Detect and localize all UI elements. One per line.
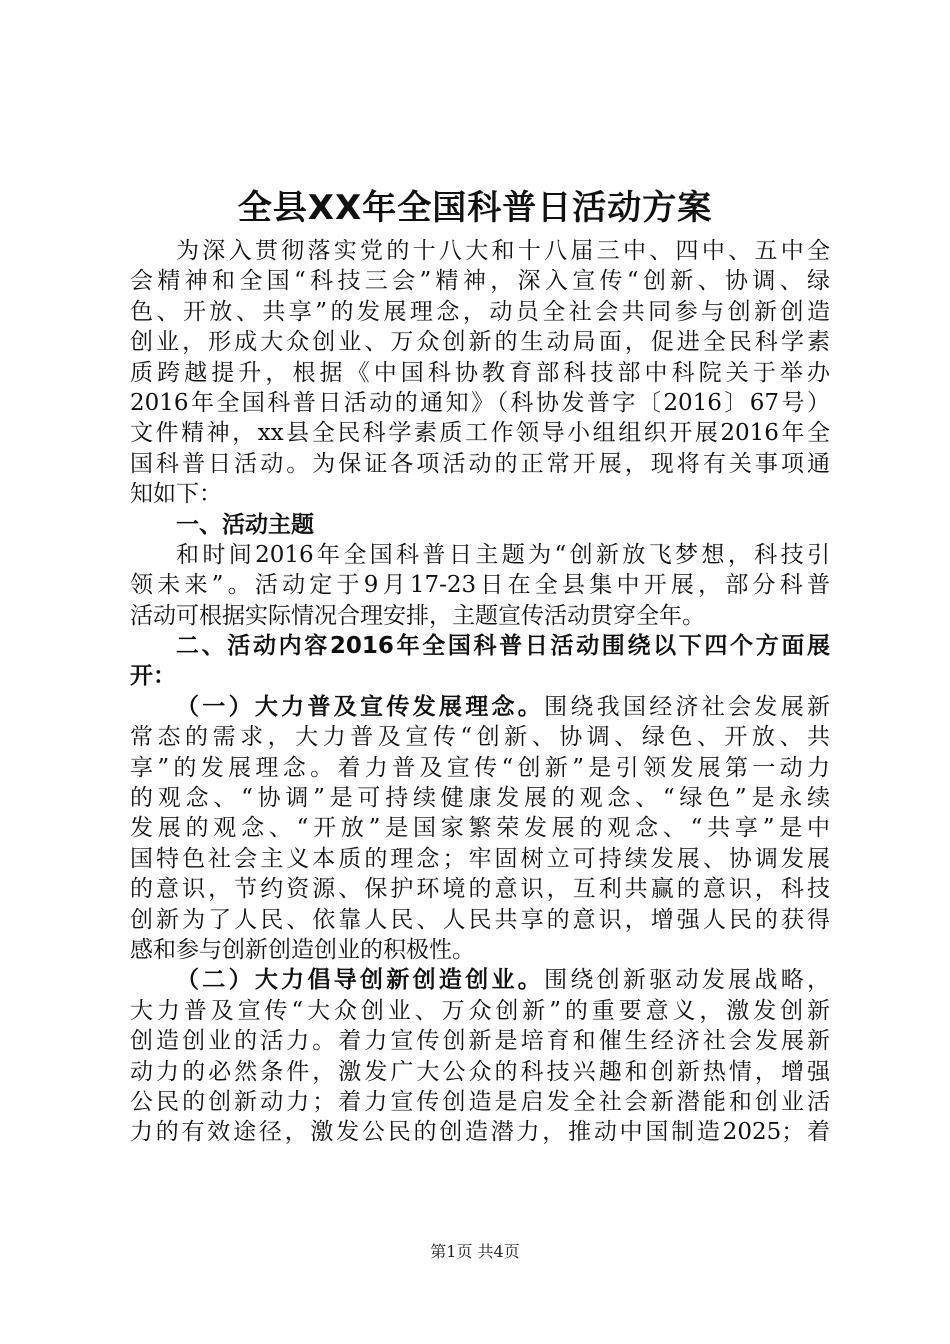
item2-line: 动力的必然条件，激发广大公众的科技兴趣和创新热情，增强 [130, 1058, 830, 1085]
item2-line: 创造创业的活力。着力宣传创新是培育和催生经济社会发展新 [130, 1028, 830, 1055]
item1-line: 享”的发展理念。着力普及宣传“创新”是引领发展第一动力 [130, 754, 830, 781]
section-heading-content: 开： [130, 663, 176, 690]
item2-lead: （二）大力倡导创新创造创业。 [176, 967, 545, 994]
item1-line: 创新为了人民、依靠人民、人民共享的意识，增强人民的获得 [130, 906, 830, 933]
intro-line: 2016年全国科普日活动的通知》（科协发普字〔2016〕67号） [130, 389, 830, 416]
item2-first-line [130, 965, 830, 995]
item2-first-rest: 围绕创新驱动发展战略， [544, 967, 830, 994]
intro-line: 文件精神，xx县全民科学素质工作领导小组组织开展2016年全 [130, 420, 830, 447]
item1-line: 国特色社会主义本质的理念；牢固树立可持续发展、协调发展 [130, 845, 830, 872]
intro-line: 质跨越提升，根据《中国科协教育部科技部中科院关于举办 [130, 359, 830, 386]
item2-line: 力的有效途径，激发公民的创造潜力，推动中国制造2025；着 [130, 1119, 830, 1146]
intro-line: 创业，形成大众创业、万众创新的生动局面，促进全民科学素 [130, 329, 830, 356]
item1-line: 的观念、“协调”是可持续健康发展的观念、“绿色”是永续 [130, 785, 830, 812]
item1-first-rest: 围绕我国经济社会发展新 [544, 693, 830, 720]
item1-line: 发展的观念、“开放”是国家繁荣发展的观念、“共享”是中 [130, 815, 830, 842]
section1-line: 领未来”。活动定于9月17-23日在全县集中开展，部分科普 [130, 572, 830, 599]
document-body [130, 236, 830, 1148]
section1-line: 和时间2016年全国科普日主题为“创新放飞梦想，科技引 [176, 541, 830, 568]
page-number: 第1页 共4页 [430, 1242, 520, 1261]
section1-line: 活动可根据实际情况合理安排，主题宣传活动贯穿全年。 [130, 602, 705, 629]
document-title: 全县XX年全国科普日活动方案 [237, 188, 713, 228]
intro-line: 会精神和全国“科技三会”精神，深入宣传“创新、协调、绿 [130, 268, 830, 295]
intro-line: 国科普日活动。为保证各项活动的正常开展，现将有关事项通 [130, 450, 830, 477]
item1-lead: （一）大力普及宣传发展理念。 [176, 693, 545, 720]
intro-line: 为深入贯彻落实党的十八大和十八届三中、四中、五中全 [176, 238, 830, 264]
item1-first-line [130, 692, 830, 722]
item2-line: 公民的创新动力；着力宣传创造是启发全社会新潜能和创业活 [130, 1088, 830, 1115]
item1-line: 常态的需求，大力普及宣传“创新、协调、绿色、开放、共 [130, 724, 830, 751]
item2-line: 大力普及宣传“大众创业、万众创新”的重要意义，激发创新 [130, 997, 830, 1024]
item1-line: 的意识，节约资源、保护环境的意识，互利共赢的意识，科技 [130, 876, 830, 903]
section-heading-content: 二、活动内容2016年全国科普日活动围绕以下四个方面展 [176, 633, 830, 660]
intro-line: 色、开放、共享”的发展理念，动员全社会共同参与创新创造 [130, 298, 830, 325]
intro-line: 知如下： [130, 481, 222, 508]
page-footer [0, 1240, 950, 1264]
section-heading-theme: 一、活动主题 [176, 511, 314, 538]
item1-line: 感和参与创新创造创业的积极性。 [130, 936, 475, 963]
